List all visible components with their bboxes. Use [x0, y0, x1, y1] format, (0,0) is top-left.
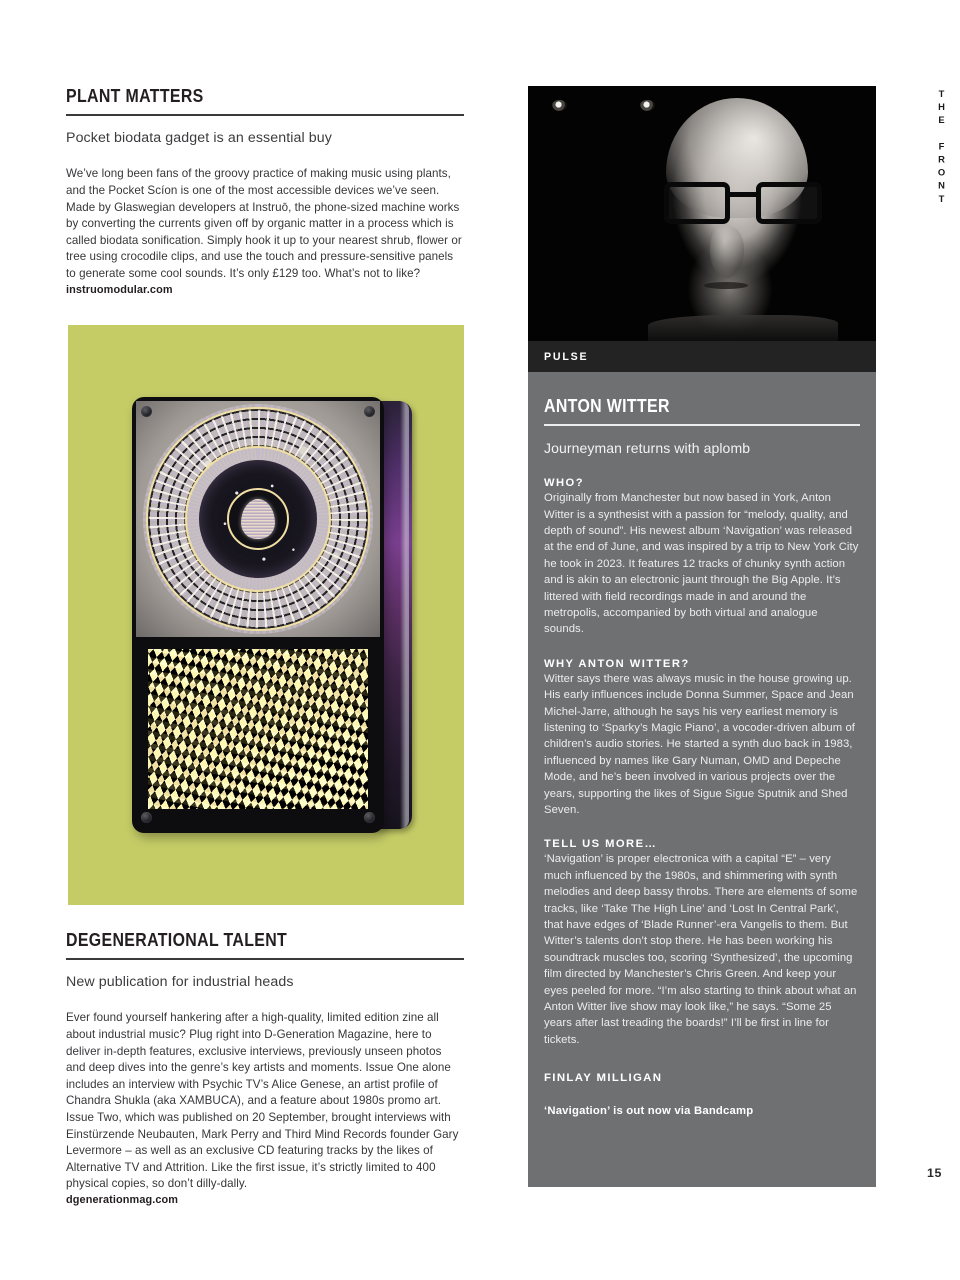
pulse-panel: [528, 372, 876, 1187]
qa-text: ‘Navigation’ is proper electronica with a capital “E” – very much influenced by the 1980s, and shimmering with synth melodies and deep bassy throbs. There are elements of some tracks, like ‘Take The High Line’ and ‘Lost In Central Park’, that have edges of ‘Blade Runner’-era Vangelis to them. But Witter’s talents don’t stop there. He has been working his soundtrack muscles too, scoring ‘Synthesized’, the upcoming film directed by Manchester’s Chris Green. And keep your eyes peeled for more. “I’m also starting to think about what an Anton Witter live show may look like,” he says. “Some 25 years after last treading the boards!” I’ll be first in line for tickets.: [544, 853, 858, 1046]
page-number: 15: [927, 1166, 942, 1180]
article-standfirst: Pocket biodata gadget is an essential buy: [66, 130, 332, 147]
pulse-label: PULSE: [544, 350, 589, 363]
kicker-rule: [66, 958, 464, 960]
section-tab: THE FRONT: [936, 88, 947, 206]
product-photo: [68, 325, 464, 905]
maze-traces: [148, 649, 368, 809]
portrait-eye-right: [640, 100, 655, 111]
artist-subtitle: Journeyman returns with aplomb: [544, 439, 751, 456]
qa-text: Witter says there was always music in the house growing up. His early influences include Donna Summer, Space and Jean Michel-Jarre, although he says his very earliest memory is listening to ‘Sparky’s Magic Piano’, a vocoder-driven album of children’s audio stories. He started a synth duo back in 1983, influenced by names like Gary Numan, OMD and Depeche Mode, and he’s been involved in various projects over the years, supporting the likes of Sigue Sigue Sputnik and Shed Seven.: [544, 672, 855, 817]
kicker-rule: [66, 114, 464, 116]
artist-portrait: [528, 86, 876, 341]
screw-top-left: [141, 406, 152, 417]
portrait-mouth: [704, 282, 748, 289]
qa-heading: TELL US MORE…: [544, 838, 658, 851]
qa-section-who: [544, 477, 860, 638]
article-body-text: We’ve long been fans of the groovy practice of making music using plants, and the Pocket Scíon is one of the most accessible devices we’ve seen. Made by Glaswegian developers at Instruō, the phone-sized machine works by converting the currents given off by organic matter in a process which is called biodata sonification. Simply hook it up to your nearest shrub, flower or tree using crocodile clips, and use the touch and pressure-sensitive panels to generate some cool sounds. It’s only £129 too. What’s not to like?: [66, 167, 462, 281]
glasses-bridge: [728, 192, 758, 197]
article-url[interactable]: instruomodular.com: [66, 283, 173, 296]
article-plant-matters: [66, 86, 464, 296]
portrait-eye-left: [552, 100, 567, 111]
glasses-lens-right: [756, 182, 822, 224]
byline: FINLAY MILLIGAN: [544, 1072, 663, 1085]
device-front-panel: [132, 397, 384, 833]
portrait-nose: [710, 226, 744, 278]
portrait-shoulder: [648, 315, 838, 341]
screw-bottom-right: [364, 812, 375, 823]
pulse-bar: [528, 341, 876, 372]
article-url[interactable]: dgenerationmag.com: [66, 1194, 179, 1206]
artist-name-rule: [544, 424, 860, 426]
article-body-text: Ever found yourself hankering after a high-quality, limited edition zine all about industrial music? Plug right into D-Generation Magazine, here to deliver in-depth features, exclusive interviews, previously unseen photos and deep dives into the genre’s key artists and moments. Issue One alone includes an interview with Psychic TV’s Alice Genese, an artist profile of Chandra Shukla (aka XAMBUCA), and a feature about 1980s promo art. Issue Two, which was published on 20 September, brought interviews with Einstürzende Neubauten, Mark Perry and Third Mind Records founder Gary Levermore – as well as an exclusive CD featuring tracks by the likes of Alternative TV and Attrition. Like the first issue, it’s strictly limited to 400 physical copies, so don’t dilly-dally.: [66, 1011, 459, 1191]
qa-text: Originally from Manchester but now based in York, Anton Witter is a synthesist with a passion for “melody, quality, and depth of sound”. His newest album ‘Navigation’ was released at the end of June, and was inspired by a trip to New York City he took in 2023. It features 12 tracks of chunky synth action and is akin to an electronic jaunt through the Big Apple. It’s littered with field recordings made in and around the metropolis, accompanied by both virtual and analogue sounds.: [544, 492, 859, 636]
pulse-column: [528, 86, 876, 1187]
article-body: [66, 1010, 464, 1193]
glasses-lens-left: [664, 182, 730, 224]
qa-section-tell-us-more: [544, 838, 860, 1048]
touch-plate-maze: [148, 649, 368, 809]
screw-bottom-left: [141, 812, 152, 823]
article-standfirst: New publication for industrial heads: [66, 974, 294, 991]
article-kicker: DEGENERATIONAL TALENT: [66, 929, 288, 950]
mandala-core-shell: [241, 499, 275, 539]
scion-device: [132, 397, 394, 837]
article-body: [66, 166, 464, 282]
release-note: ‘Navigation’ is out now via Bandcamp: [544, 1105, 754, 1118]
qa-heading: WHY ANTON WITTER?: [544, 657, 690, 670]
qa-section-why: [544, 658, 860, 819]
left-column: [66, 86, 464, 296]
mandala-artwork: [136, 401, 380, 637]
artist-name: ANTON WITTER: [544, 395, 670, 416]
article-kicker: PLANT MATTERS: [66, 85, 204, 106]
portrait-glasses: [664, 182, 822, 228]
screw-top-right: [364, 406, 375, 417]
article-degenerational-talent: [66, 930, 464, 1206]
qa-heading: WHO?: [544, 477, 584, 490]
